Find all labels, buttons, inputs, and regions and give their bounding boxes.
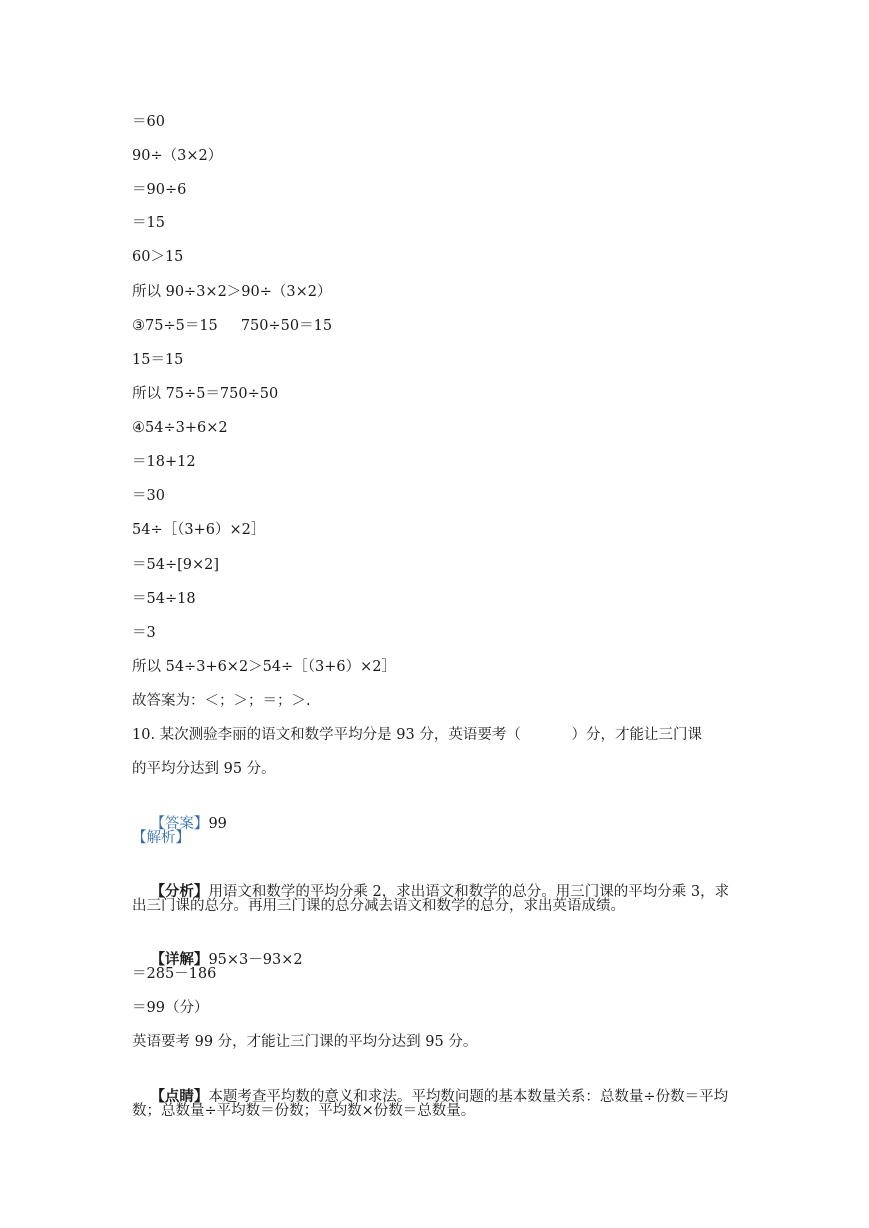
analysis-heading: 【解析】 (132, 830, 190, 846)
text-line: 所以 75÷5＝750÷50 (132, 386, 279, 402)
text-line: ＝30 (132, 488, 165, 504)
xiangjie-label: 【详解】 (150, 951, 209, 968)
dianjing-label: 【点睛】 (150, 1088, 209, 1105)
question-line-2: 的平均分达到 95 分。 (132, 761, 276, 777)
fenxi-text: 用语文和数学的平均分乘 2，求出语文和数学的总分。用三门课的平均分乘 3，求 (208, 884, 730, 900)
dianjing-line-2: 数；总数量÷平均数＝份数；平均数×份数＝总数量。 (132, 1103, 476, 1119)
xiangjie-conclusion: 英语要考 99 分，才能让三门课的平均分达到 95 分。 (132, 1034, 478, 1050)
dianjing-text: 本题考查平均数的意义和求法。平均数问题的基本数量关系：总数量÷份数＝平均 (208, 1089, 729, 1105)
text-line: 15＝15 (132, 352, 184, 368)
text-line: ④54÷3+6×2 (132, 420, 228, 436)
answer-label: 【答案】 (150, 816, 209, 832)
text-line: 90÷（3×2） (132, 148, 223, 164)
question-line-1: 10. 某次测验李丽的语文和数学平均分是 93 分，英语要考（ ）分，才能让三门课 (132, 727, 703, 743)
text-line: 60＞15 (132, 249, 184, 265)
text-line: ＝15 (132, 215, 165, 231)
text-line: 所以 54÷3+6×2＞54÷［（3+6）×2］ (132, 659, 397, 675)
text-line: ＝18+12 (132, 454, 196, 470)
text-line: ＝90÷6 (132, 182, 187, 198)
text-line: ＝54÷18 (132, 591, 196, 607)
answer-value: 99 (208, 816, 227, 832)
xiangjie-step: ＝99（分） (132, 1000, 209, 1016)
text-line: ＝60 (132, 114, 165, 130)
fenxi-label: 【分析】 (150, 883, 209, 900)
text-line: ＝3 (132, 625, 156, 641)
text-line: 54÷［（3+6）×2］ (132, 522, 266, 538)
text-line: 故答案为：＜；＞；＝；＞. (132, 693, 311, 709)
fenxi-line-2: 出三门课的总分。再用三门课的总分减去语文和数学的总分，求出英语成绩。 (132, 898, 625, 914)
xiangjie-text: 95×3－93×2 (208, 952, 303, 968)
xiangjie-step: ＝285－186 (132, 966, 217, 982)
text-line: ＝54÷[9×2] (132, 557, 220, 573)
text-line: 所以 90÷3×2＞90÷（3×2） (132, 284, 332, 300)
text-line: ③75÷5＝15 750÷50＝15 (132, 318, 333, 334)
